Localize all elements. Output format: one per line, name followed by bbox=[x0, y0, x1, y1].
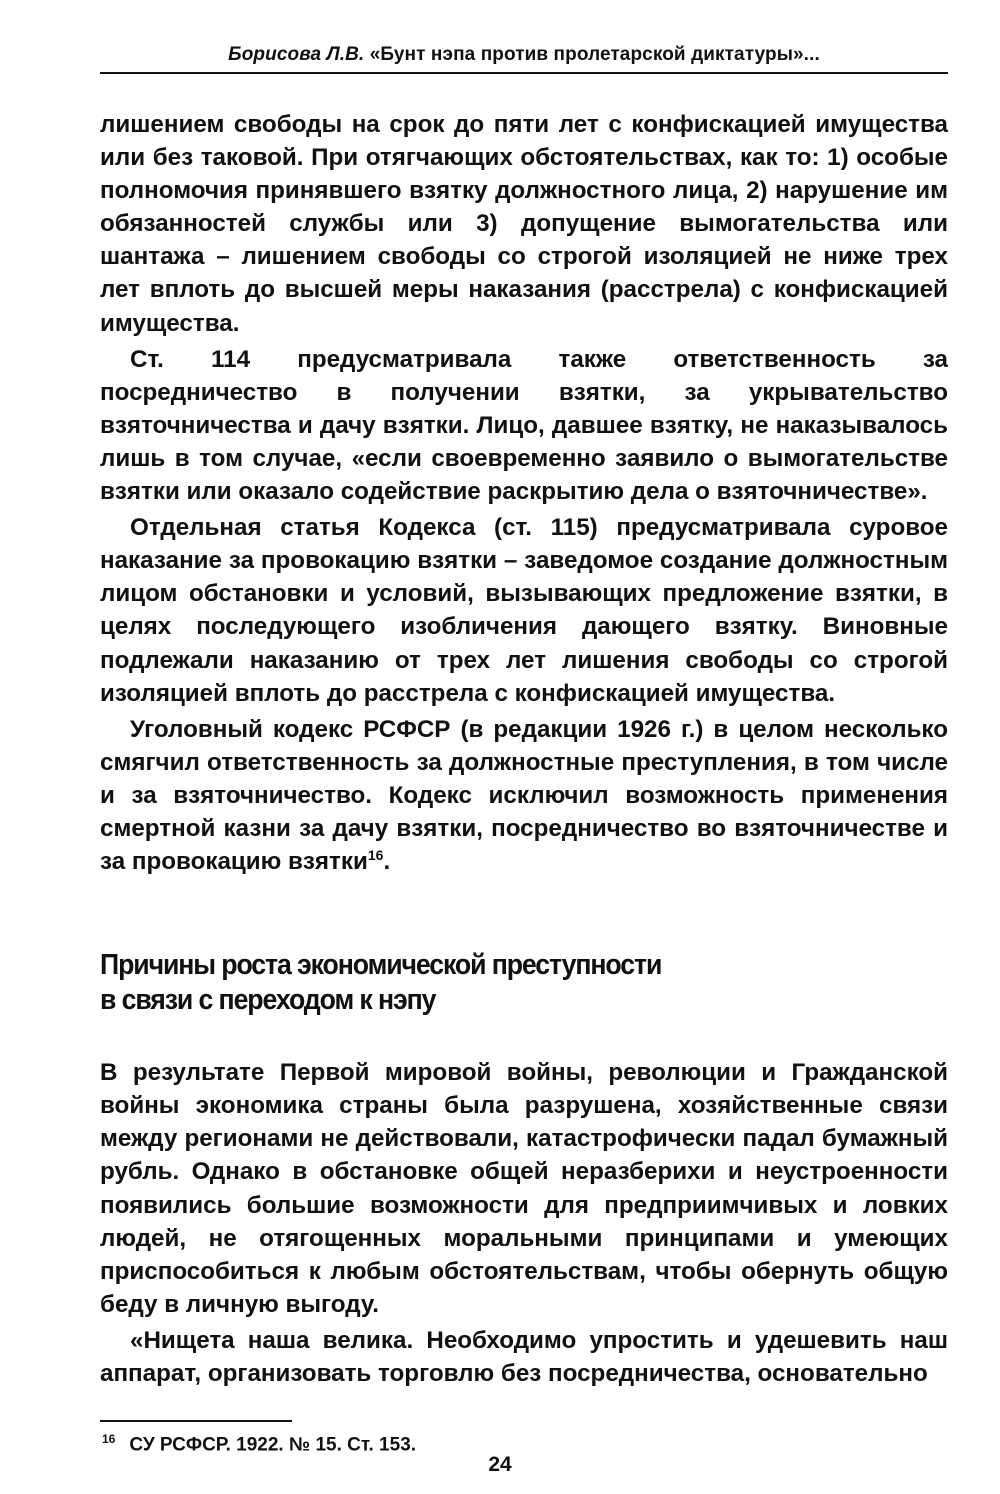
paragraph-1: лишением свободы на срок до пяти лет с конфискацией имущества или без таковой. При отягчающих обстоятельствах, как то: 1) особые полномочия принявшего взятку должностного лица, 2) нарушение им обязанностей службы или 3) допущение вымогательства или шантажа – лишением свободы со строгой изоляцией не ниже трех лет вплоть до высшей меры наказания (расстрела) с конфискацией имущества. bbox=[100, 111, 948, 337]
header-title: «Бунт нэпа против пролетарской диктатуры»... bbox=[369, 44, 820, 65]
body-text bbox=[100, 108, 948, 878]
section-title-line-1: Причины роста экономической преступности bbox=[100, 949, 662, 982]
section-text bbox=[100, 1056, 948, 1390]
footnote-text: СУ РСФСР. 1922. № 15. Ст. 153. bbox=[129, 1434, 417, 1456]
page bbox=[100, 44, 948, 1456]
section-title bbox=[100, 948, 880, 1018]
section-title-line-2: в связи с переходом к нэпу bbox=[100, 984, 436, 1017]
header-author: Борисова Л.В. bbox=[228, 44, 365, 65]
section-paragraph-2: «Нищета наша велика. Необходимо упростить и удешевить наш аппарат, организовать торговлю без посредничества, основательно bbox=[100, 1326, 948, 1387]
running-header bbox=[100, 44, 948, 74]
paragraph-3: Отдельная статья Кодекса (ст. 115) предусматривала суровое наказание за провокацию взятки – заведомое создание должностным лицом обстановки и условий, вызывающих предложение взятки, в целях последующего изобличения дающего взятку. Виновные подлежали наказанию от трех лет лишения свободы со строгой изоляцией вплоть до расстрела с конфискацией имущества. bbox=[100, 514, 948, 707]
paragraph-4-text: Уголовный кодекс РСФСР (в редакции 1926 г.) в целом несколько смягчил ответственность за должностные преступления, в том числе и за взяточничество. Кодекс исключил возможность применения смертной казни за дачу взятки, посредничество во взяточничестве и за провокацию взятки bbox=[100, 715, 948, 876]
section-paragraph-1: В результате Первой мировой войны, революции и Гражданской войны экономика страны была разрушена, хозяйственные связи между регионами не действовали, катастрофически падал бумажный рубль. Однако в обстановке общей неразберихи и неустроенности появились большие возможности для предприимчивых и ловких людей, не отягощенных моральными принципами и умеющих приспособиться к любым обстоятельствам, чтобы обернуть общую беду в личную выгоду. bbox=[100, 1059, 948, 1318]
footnote-reference[interactable]: 16 bbox=[367, 847, 384, 863]
footnote-mark: 16 bbox=[102, 1432, 116, 1447]
paragraph-4-end: . bbox=[383, 848, 391, 876]
page-number: 24 bbox=[488, 1453, 512, 1476]
footnote-divider bbox=[100, 1420, 292, 1422]
paragraph-4 bbox=[100, 713, 948, 878]
paragraph-2: Ст. 114 предусматривала также ответственность за посредничество в получении взятки, за укрывательство взяточничества и дачу взятки. Лицо, давшее взятку, не наказывалось лишь в том случае, «если своевременно заявило о вымогательстве взятки или оказало содействие раскрытию дела о взяточничестве». bbox=[100, 345, 948, 506]
